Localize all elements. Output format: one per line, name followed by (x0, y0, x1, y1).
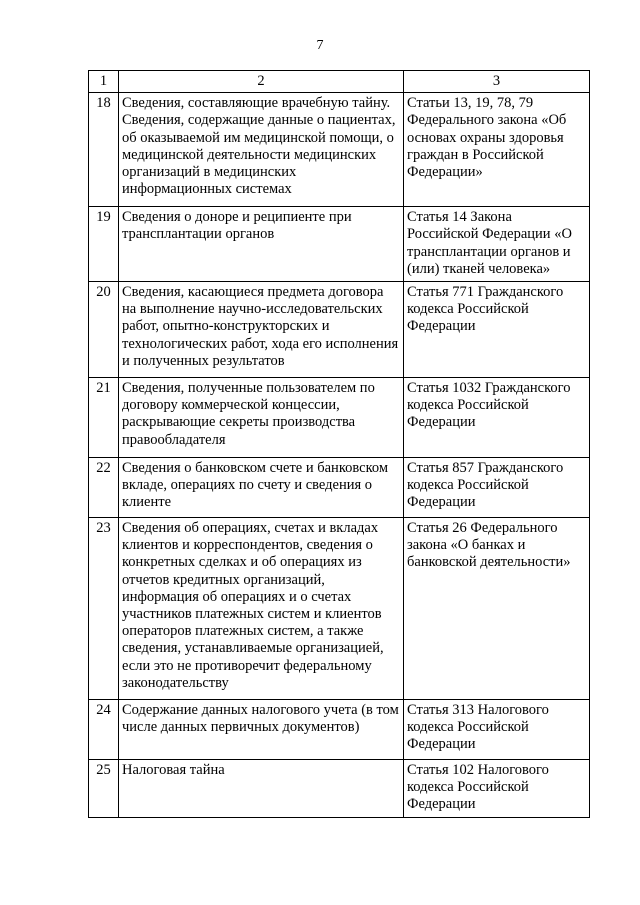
row-law-reference: Статья 102 Налогового кодекса Российской Федерации (404, 760, 590, 818)
table-row (89, 458, 590, 518)
row-law-reference: Статья 313 Налогового кодекса Российской Федерации (404, 700, 590, 760)
row-description: Налоговая тайна (119, 760, 404, 818)
row-number: 21 (89, 378, 119, 458)
page-number: 7 (316, 38, 324, 53)
row-description: Сведения, полученные пользователем по договору коммерческой концессии, раскрывающие секреты производства правообладателя (119, 378, 404, 458)
row-number: 19 (89, 207, 119, 282)
document-table (88, 70, 590, 818)
row-law-reference: Статья 857 Гражданского кодекса Российской Федерации (404, 458, 590, 518)
row-number: 22 (89, 458, 119, 518)
table-row (89, 518, 590, 700)
row-description: Сведения, составляющие врачебную тайну. Сведения, содержащие данные о пациентах, об оказываемой им медицинской помощи, о медицинской деятельности медицинских организаций в медицинских информационных системах (119, 93, 404, 207)
row-law-reference: Статья 771 Гражданского кодекса Российской Федерации (404, 282, 590, 378)
column-header-number: 1 (89, 71, 119, 93)
table-row (89, 760, 590, 818)
row-number: 18 (89, 93, 119, 207)
row-description: Сведения о доноре и реципиенте при трансплантации органов (119, 207, 404, 282)
row-number: 25 (89, 760, 119, 818)
table-row (89, 700, 590, 760)
row-number: 24 (89, 700, 119, 760)
row-number: 20 (89, 282, 119, 378)
table-row (89, 93, 590, 207)
row-description: Сведения о банковском счете и банковском вкладе, операциях по счету и сведения о клиенте (119, 458, 404, 518)
row-description: Содержание данных налогового учета (в том числе данных первичных документов) (119, 700, 404, 760)
table-header-row (89, 71, 590, 93)
row-law-reference: Статья 1032 Гражданского кодекса Российской Федерации (404, 378, 590, 458)
table-row (89, 282, 590, 378)
row-law-reference: Статьи 13, 19, 78, 79 Федерального закона «Об основах охраны здоровья граждан в Российской Федерации» (404, 93, 590, 207)
row-description: Сведения, касающиеся предмета договора на выполнение научно-исследовательских работ, опытно-конструкторских и технологических работ, хода его исполнения и полученных результатов (119, 282, 404, 378)
table-row (89, 207, 590, 282)
row-law-reference: Статья 14 Закона Российской Федерации «О трансплантации органов и (или) тканей человека» (404, 207, 590, 282)
row-number: 23 (89, 518, 119, 700)
table-row (89, 378, 590, 458)
row-description: Сведения об операциях, счетах и вкладах клиентов и корреспондентов, сведения о конкретных сделках и об операциях из отчетов кредитных организаций, информация об операциях и о счетах участников платежных систем и клиентов операторов платежных систем, а также сведения, устанавливаемые организацией, если это не противоречит федеральному законодательству (119, 518, 404, 700)
column-header-law: 3 (404, 71, 590, 93)
column-header-description: 2 (119, 71, 404, 93)
row-law-reference: Статья 26 Федерального закона «О банках и банковской деятельности» (404, 518, 590, 700)
